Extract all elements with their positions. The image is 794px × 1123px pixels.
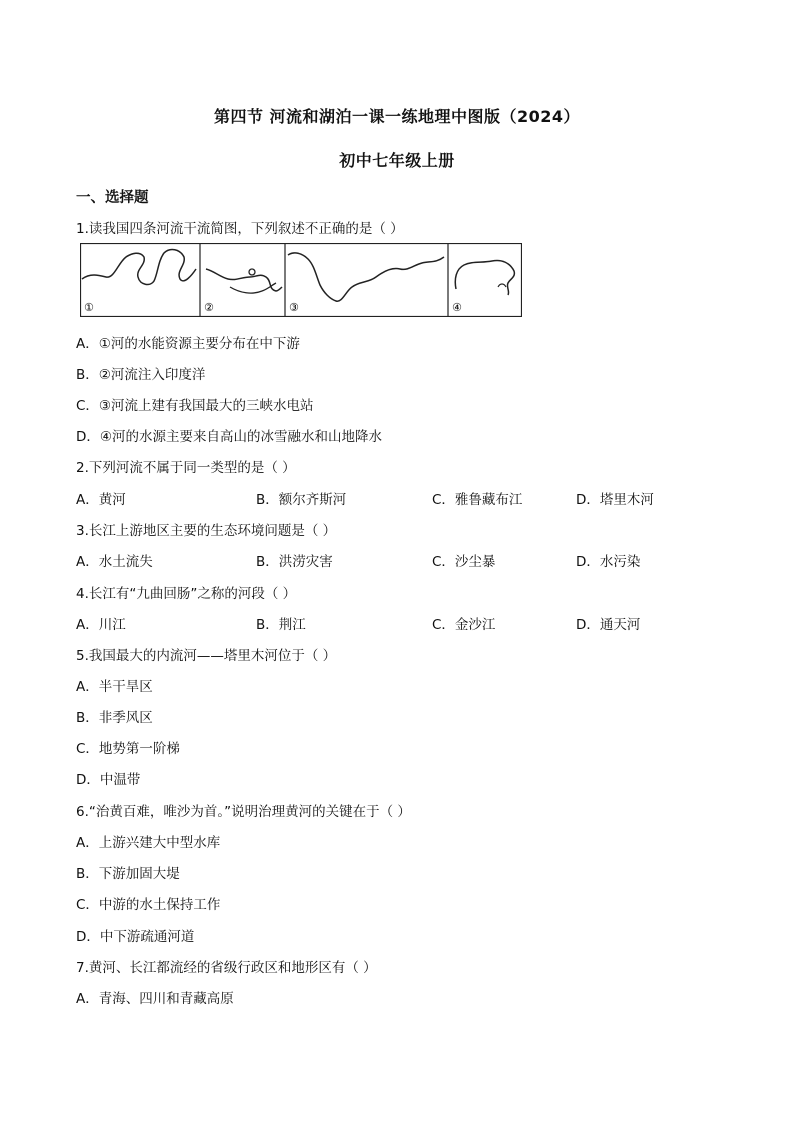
- q3-option-d: D．水污染: [576, 554, 641, 570]
- q3-option-c: C．沙尘暴: [432, 554, 496, 570]
- q2-option-a: A．黄河: [76, 492, 126, 508]
- section-heading: 一、选择题: [76, 190, 149, 206]
- q2-option-d: D．塔里木河: [576, 492, 654, 508]
- q5-option-d: D．中温带: [76, 772, 141, 788]
- question-7-stem: 7.黄河、长江都流经的省级行政区和地形区有（ ）: [76, 960, 377, 976]
- q4-option-b: B．荆江: [256, 617, 306, 633]
- q1-option-a: A．①河的水能资源主要分布在中下游: [76, 336, 300, 352]
- panel-label-1: ①: [84, 301, 94, 314]
- question-5-stem: 5.我国最大的内流河——塔里木河位于（ ）: [76, 648, 337, 664]
- q2-options-row: [76, 488, 716, 508]
- q1-option-b: B．②河流注入印度洋: [76, 367, 206, 383]
- question-2-stem: 2.下列河流不属于同一类型的是（ ）: [76, 460, 296, 476]
- river-sketch-figure: [80, 243, 522, 317]
- question-3-stem: 3.长江上游地区主要的生态环境问题是（ ）: [76, 523, 337, 539]
- document-title: 第四节 河流和湖泊一课一练地理中图版（2024）: [213, 107, 581, 126]
- question-6-stem: 6.“治黄百难，唯沙为首。”说明治理黄河的关键在于（ ）: [76, 804, 411, 820]
- q5-option-c: C．地势第一阶梯: [76, 741, 180, 757]
- q7-option-a: A．青海、四川和青藏高原: [76, 991, 234, 1007]
- q4-option-c: C．金沙江: [432, 617, 496, 633]
- q6-option-c: C．中游的水土保持工作: [76, 897, 221, 913]
- q4-option-a: A．川江: [76, 617, 126, 633]
- q3-option-b: B．洪涝灾害: [256, 554, 333, 570]
- q2-option-c: C．雅鲁藏布江: [432, 492, 523, 508]
- q4-options-row: [76, 613, 716, 633]
- q6-option-d: D．中下游疏通河道: [76, 929, 195, 945]
- q1-option-d: D．④河的水源主要来自高山的冰雪融水和山地降水: [76, 429, 382, 445]
- panel-label-2: ②: [204, 301, 214, 314]
- question-4-stem: 4.长江有“九曲回肠”之称的河段（ ）: [76, 586, 297, 602]
- question-1-stem: 1.读我国四条河流干流简图，下列叙述不正确的是（ ）: [76, 221, 404, 237]
- q3-option-a: A．水土流失: [76, 554, 153, 570]
- q5-option-b: B．非季风区: [76, 710, 153, 726]
- q1-option-c: C．③河流上建有我国最大的三峡水电站: [76, 398, 314, 414]
- q6-option-a: A．上游兴建大中型水库: [76, 835, 221, 851]
- q2-option-b: B．额尔齐斯河: [256, 492, 347, 508]
- q6-option-b: B．下游加固大堤: [76, 866, 180, 882]
- panel-label-3: ③: [289, 301, 299, 314]
- panel-label-4: ④: [452, 301, 462, 314]
- q4-option-d: D．通天河: [576, 617, 641, 633]
- river-sketch-svg: [80, 243, 522, 317]
- document-subtitle: 初中七年级上册: [339, 151, 455, 170]
- q5-option-a: A．半干旱区: [76, 679, 153, 695]
- q3-options-row: [76, 550, 716, 570]
